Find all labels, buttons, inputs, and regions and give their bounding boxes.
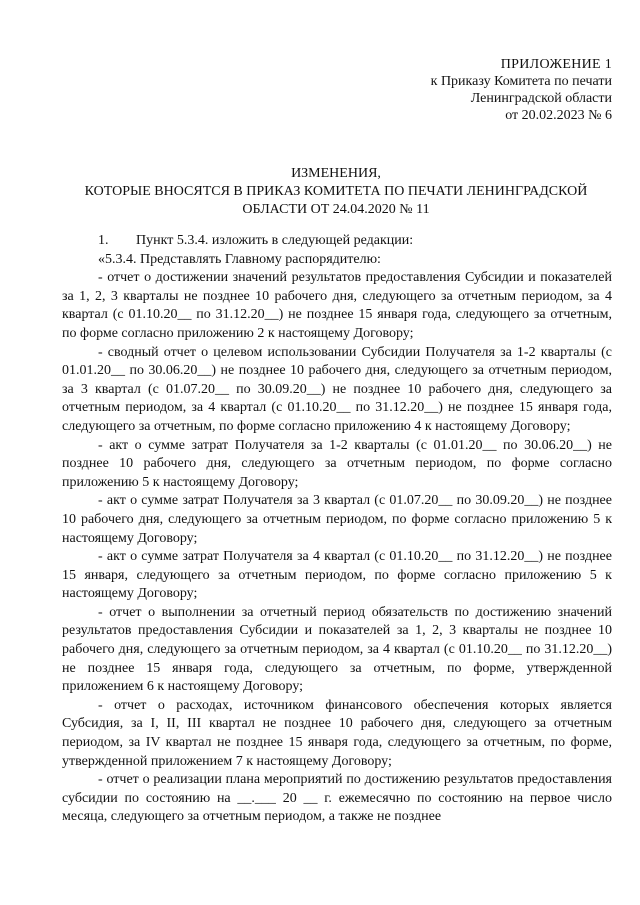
appendix-block (431, 56, 612, 124)
list-item: - акт о сумме затрат Получателя за 1-2 кварталы (с 01.01.20__ по 30.06.20__) не позднее 10 рабочего дня, следующего за отчетным периодом, по форме согласно приложению 5 к настоящему Договору; (62, 437, 612, 490)
heading-line-3: ОБЛАСТИ ОТ 24.04.2020 № 11 (242, 202, 430, 217)
list-item: - отчет о расходах, источником финансового обеспечения которых является Субсидия, за I, II, III квартал не позднее 10 рабочего дня, следующего за отчетным периодом, за IV квартал не позднее 15 января года, следующего за отчетным, по форме, утвержденной приложением 7 к настоящему Договору; (62, 697, 612, 769)
point-text: Пункт 5.3.4. изложить в следующей редакции: (136, 233, 414, 248)
appendix-line-2: Ленинградской области (470, 91, 612, 106)
list-item: - сводный отчет о целевом использовании Субсидии Получателя за 1-2 кварталы (с 01.01.20__ по 30.06.20__) не позднее 10 рабочего дня, следующего за отчетным периодом, за 3 квартал (с 01.07.20__ по 30.09.20__) не позднее 10 рабочего дня, следующего за отчетным периодом, за 4 квартал (с 01.10.20__ по 31.12.20__) не позднее 15 января года, следующего за отчетным, по форме согласно приложению 4 к настоящему Договору; (62, 344, 612, 434)
list-item: - отчет о выполнении за отчетный период обязательств по достижению значений результатов предоставления Субсидии и показателей за 1, 2, 3 кварталы не позднее 10 рабочего дня, следующего за отчетным периодом, за 4 квартал (с 01.10.20__ по 31.12.20__) не позднее 15 января года, следующего за отчетным, по форме, утвержденной приложением 6 к настоящему Договору; (62, 604, 612, 695)
heading-line-1: ИЗМЕНЕНИЯ, (291, 166, 381, 181)
list-item: - отчет о реализации плана мероприятий по достижению результатов предоставления субсидии по состоянию на __.___ 20 __ г. ежемесячно по состоянию на первое число месяца, следующего за отчетным периодом, а также не позднее (62, 772, 612, 825)
document-heading (60, 165, 612, 219)
appendix-line-1: к Приказу Комитета по печати (430, 74, 612, 89)
document-body (62, 232, 612, 827)
heading-line-2: КОТОРЫЕ ВНОСЯТСЯ В ПРИКАЗ КОМИТЕТА ПО ПЕЧАТИ ЛЕНИНГРАДСКОЙ (84, 184, 588, 199)
point-number: 1. (98, 233, 109, 248)
appendix-title: ПРИЛОЖЕНИЕ 1 (500, 57, 612, 72)
quote-intro: «5.3.4. Представлять Главному распорядителю: (98, 251, 381, 267)
list-item: - акт о сумме затрат Получателя за 4 квартал (с 01.10.20__ по 31.12.20__) не позднее 15 января, следующего за отчетным периодом, по форме согласно приложению 5 к настоящему Договору; (62, 549, 612, 602)
list-item: - отчет о достижении значений результатов предоставления Субсидии и показателей за 1, 2, 3 кварталы не позднее 10 рабочего дня, следующего за отчетным периодом, за 4 квартал (с 01.10.20__ по 31.12.20__) не позднее 15 января года, следующего за отчетным, по форме согласно приложению 2 к настоящему Договору; (62, 270, 612, 341)
appendix-line-3: от 20.02.2023 № 6 (505, 108, 612, 123)
list-item: - акт о сумме затрат Получателя за 3 квартал (с 01.07.20__ по 30.09.20__) не позднее 10 рабочего дня, следующего за отчетным периодом, по форме согласно приложению 5 к настоящему Договору; (62, 493, 612, 546)
point-paragraph (62, 232, 612, 251)
